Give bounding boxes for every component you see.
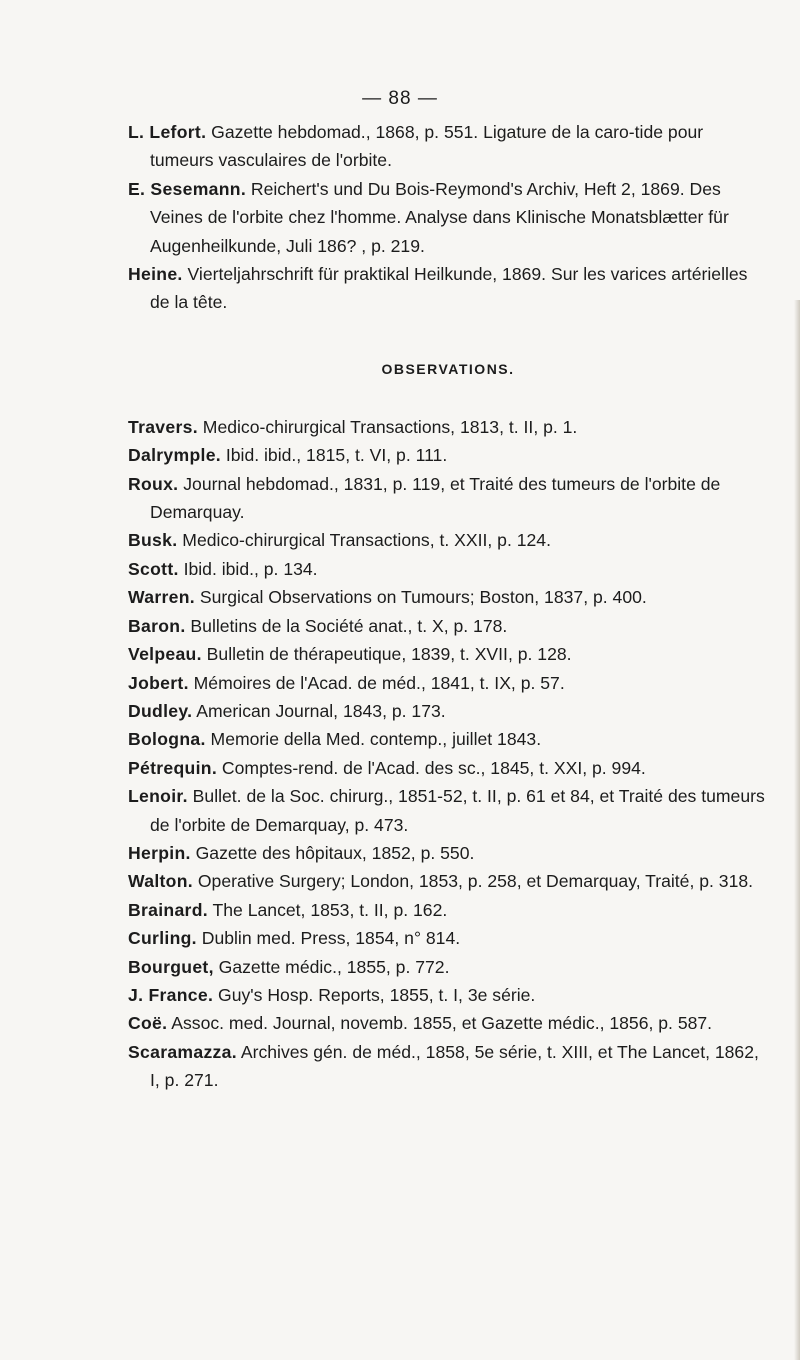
observation-text: Journal hebdomad., 1831, p. 119, et Traité des tumeurs de l'orbite de Demarquay.: [150, 473, 721, 523]
reference-entry: [128, 260, 768, 317]
observation-author: Busk.: [128, 530, 178, 551]
observation-text: Ibid. ibid., 1815, t. VI, p. 111.: [220, 445, 448, 466]
observation-entry: [128, 441, 768, 469]
observation-entry: [128, 413, 768, 441]
reference-text: Reichert's und Du Bois-Reymond's Archiv, Heft 2, 1869. Des Veines de l'orbite chez l'homme. Analyse dans Klinische Monatsblætter für Augenheilkunde, Juli 186? , p. 219.: [150, 178, 729, 256]
observation-entry: [128, 697, 768, 725]
observation-entry: [128, 725, 768, 753]
reference-text: Vierteljahrschrift für praktikal Heilkunde, 1869. Sur les varices artérielles de la tête.: [150, 264, 748, 313]
observation-text: Guy's Hosp. Reports, 1855, t. I, 3e série.: [213, 984, 536, 1005]
observation-text: Assoc. med. Journal, novemb. 1855, et Gazette médic., 1856, p. 587.: [167, 1013, 713, 1034]
observation-entry: [128, 612, 768, 640]
page-number: — 88 —: [362, 88, 438, 109]
reference-author: Heine.: [128, 264, 183, 285]
observation-author: Scaramazza.: [128, 1041, 237, 1062]
observation-entry: [128, 867, 768, 895]
observation-text: Surgical Observations on Tumours; Boston, 1837, p. 400.: [194, 587, 647, 608]
reference-author: L. Lefort.: [128, 122, 207, 142]
observation-author: Herpin.: [128, 842, 191, 863]
observation-text: Mémoires de l'Acad. de méd., 1841, t. IX, p. 57.: [188, 672, 565, 693]
observation-author: Lenoir.: [128, 786, 188, 807]
page-edge-shadow: [794, 300, 800, 1360]
reference-entry: [128, 175, 768, 260]
observation-entry: [128, 839, 768, 867]
observation-author: Brainard.: [128, 899, 208, 920]
observation-text: Dublin med. Press, 1854, n° 814.: [196, 928, 461, 949]
observation-author: Coë.: [128, 1013, 168, 1034]
reference-author: E. Sesemann.: [128, 178, 247, 199]
observation-entry: [128, 526, 768, 554]
observation-entry: [128, 981, 768, 1009]
section-heading: OBSERVATIONS.: [381, 360, 515, 377]
observation-entry: [128, 583, 768, 611]
observation-entry: [128, 754, 768, 782]
observation-entry: [128, 896, 768, 924]
reference-list: [128, 118, 768, 317]
observation-entry: [128, 1009, 768, 1037]
observation-author: Baron.: [128, 615, 186, 636]
observation-text: Archives gén. de méd., 1858, 5e série, t. XIII, et The Lancet, 1862, I, p. 271.: [150, 1041, 759, 1091]
observation-text: Bullet. de la Soc. chirurg., 1851-52, t. II, p. 61 et 84, et Traité des tumeurs de l'orbite de Demarquay, p. 473.: [150, 786, 765, 835]
reference-text: Gazette hebdomad., 1868, p. 551. Ligature de la caro-tide pour tumeurs vasculaires de l'orbite.: [150, 122, 704, 171]
observation-entry: [128, 555, 768, 583]
observation-entry: [128, 1038, 768, 1095]
observation-text: Gazette des hôpitaux, 1852, p. 550.: [190, 842, 475, 863]
page-content: [128, 118, 768, 1095]
reference-entry: [128, 118, 768, 175]
observation-text: Medico-chirurgical Transactions, 1813, t. II, p. 1.: [197, 416, 578, 437]
observation-author: Bologna.: [128, 729, 206, 750]
observation-text: Bulletins de la Société anat., t. X, p. 178.: [185, 615, 508, 636]
observation-author: Pétrequin.: [128, 757, 218, 778]
observation-text: The Lancet, 1853, t. II, p. 162.: [207, 899, 448, 920]
observation-author: Bourguet,: [128, 956, 214, 977]
observation-author: Scott.: [128, 558, 179, 579]
observation-entry: [128, 640, 768, 668]
observation-text: Operative Surgery; London, 1853, p. 258, et Demarquay, Traité, p. 318.: [192, 871, 754, 892]
observation-author: Jobert.: [128, 672, 189, 693]
observation-list: [128, 413, 768, 1095]
observation-author: Velpeau.: [128, 644, 202, 665]
observation-entry: [128, 470, 768, 527]
observation-author: Travers.: [128, 416, 198, 437]
observation-author: Walton.: [128, 871, 193, 892]
observation-author: J. France.: [128, 984, 214, 1005]
observation-text: Ibid. ibid., p. 134.: [178, 558, 318, 579]
observation-text: Bulletin de thérapeutique, 1839, t. XVII, p. 128.: [201, 644, 572, 665]
observation-text: American Journal, 1843, p. 173.: [192, 700, 446, 721]
observation-author: Warren.: [128, 587, 195, 608]
observation-entry: [128, 924, 768, 952]
observation-entry: [128, 669, 768, 697]
observation-text: Comptes-rend. de l'Acad. des sc., 1845, t. XXI, p. 994.: [217, 757, 646, 778]
observation-author: Curling.: [128, 928, 197, 949]
observation-author: Dalrymple.: [128, 445, 221, 466]
observation-entry: [128, 953, 768, 981]
observation-text: Medico-chirurgical Transactions, t. XXII, p. 124.: [177, 530, 551, 551]
observation-text: Gazette médic., 1855, p. 772.: [213, 956, 450, 977]
observation-author: Dudley.: [128, 700, 193, 721]
observation-entry: [128, 782, 768, 839]
observation-author: Roux.: [128, 473, 179, 494]
observation-text: Memorie della Med. contemp., juillet 1843.: [205, 729, 542, 750]
